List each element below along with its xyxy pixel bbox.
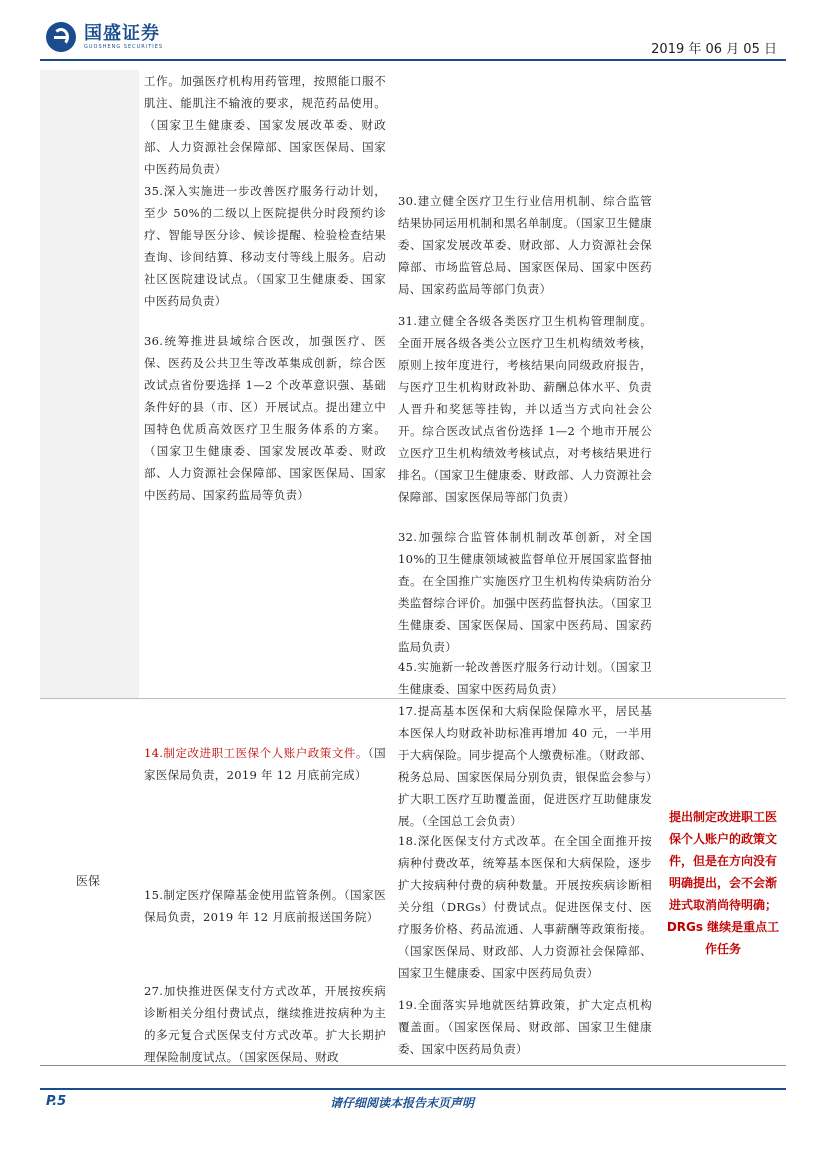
left-item-text: 27.加快推进医保支付方式改革，开展按疾病诊断相关分组付费试点，继续推进按病种为主的多元复合式医保支付方式改革。扩大长期护理保险制度试点。（国家医保局、财政	[144, 984, 386, 1064]
footer-disclaimer: 请仔细阅读本报告末页声明	[330, 1096, 475, 1110]
right-item-32	[398, 526, 652, 658]
left-item-text: 36.统筹推进县域综合医改，加强医疗、医保、医药及公共卫生等改革集成创新，综合医改试点省份要选择 1—2 个改革意识强、基础条件好的县（市、区）开展试点。提出建立中国特色优质高效医疗卫生服务体系的方案。（国家卫生健康委、国家发展改革委、财政部、人力资源社会保障部、国家医保局、国家中医药局、国家药监局等负责）	[144, 334, 386, 502]
guosheng-logo-icon	[46, 22, 76, 52]
left-item-text: 工作。加强医疗机构用药管理，按照能口服不肌注、能肌注不输液的要求，规范药品使用。（国家卫生健康委、国家发展改革委、财政部、人力资源社会保障部、国家医保局、国家中医药局负责）	[144, 74, 386, 176]
right-item-text: 17.提高基本医保和大病保险保障水平，居民基本医保人均财政补助标准再增加 40 元，一半用于大病保险。同步提高个人缴费标准。（财政部、税务总局、国家医保局分别负责，银保监会参与）扩大职工医疗互助覆盖面，促进医疗互助健康发展。（全国总工会负责）	[398, 704, 652, 828]
right-item-45	[398, 656, 652, 700]
brand-name: 国盛证券	[84, 23, 160, 44]
left-item-15	[144, 884, 386, 928]
right-item-text: 30.建立健全医疗卫生行业信用机制、综合监管结果协同运用机制和黑名单制度。（国家卫生健康委、国家发展改革委、财政部、人力资源社会保障部、市场监管总局、国家医保局、国家中医药局、国家药监局等部门负责）	[398, 194, 652, 296]
right-item-text: 31.建立健全各级各类医疗卫生机构管理制度。全面开展各级各类公立医疗卫生机构绩效考核，原则上按年度进行，考核结果向同级政府报告，与医疗卫生机构财政补助、薪酬总体水平、负责人晋升和奖惩等挂钩，并以适当方式向社会公开。综合医改试点省份选择 1—2 个地市开展公立医疗卫生机构绩效考核试点，对考核结果进行排名。（国家卫生健康委、财政部、人力资源社会保障部、国家医保局等部门负责）	[398, 314, 652, 504]
right-item-text: 19.全面落实异地就医结算政策，扩大定点机构覆盖面。（国家医保局、财政部、国家卫生健康委、国家中医药局负责）	[398, 998, 652, 1056]
right-item-17	[398, 700, 652, 832]
right-item-text: 18.深化医保支付方式改革。在全国全面推开按病种付费改革，统筹基本医保和大病保险，逐步扩大按病种付费的病种数量。开展按疾病诊断相关分组（DRGs）付费试点。促进医保支付、医疗服务价格、药品流通、人事薪酬等政策衔接。（国家医保局、财政部、人力资源社会保障部、国家卫生健康委、国家中医药局负责）	[398, 834, 652, 980]
report-date: 2019 年 06 月 05 日	[651, 42, 777, 57]
left-item-text: 15.制定医疗保障基金使用监管条例。（国家医保局负责，2019 年 12 月底前报送国务院）	[144, 888, 386, 924]
analyst-note: 提出制定改进职工医保个人账户的政策文件，但是在方向没有明确提出，会不会渐进式取消尚待明确；DRGs 继续是重点工作任务	[666, 810, 780, 956]
footer-divider	[40, 1088, 786, 1090]
left-item-36	[144, 330, 386, 506]
right-item-31	[398, 310, 652, 508]
left-item-27	[144, 980, 386, 1068]
left-item-14	[144, 742, 386, 786]
right-item-text: 32.加强综合监管体制机制改革创新，对全国 10%的卫生健康领域被监督单位开展国家监督抽查。在全国推广实施医疗卫生机构传染病防治分类监督综合评价。加强中医药监督执法。（国家卫生健康委、国家医保局、国家中医药局、国家药监局负责）	[398, 530, 652, 654]
item-14-highlight: 14.制定改进职工医保个人账户政策文件。	[144, 746, 368, 760]
item-14-rest: （国家医保局负责，2019 年 12 月底前完成）	[144, 746, 386, 782]
right-item-19	[398, 994, 652, 1060]
category-label: 医保	[76, 874, 101, 888]
right-item-30	[398, 190, 652, 300]
left-item-text: 35.深入实施进一步改善医疗服务行动计划，至少 50%的二级以上医院提供分时段预约诊疗、智能导医分诊、候诊提醒、检验检查结果查询、诊间结算、移动支付等线上服务。启动社区医院建设试点。（国家卫生健康委、国家中医药局负责）	[144, 184, 386, 308]
category-column-shade	[40, 70, 139, 698]
right-item-18	[398, 830, 652, 984]
left-item-continued	[144, 70, 386, 180]
page-header	[0, 0, 827, 64]
brand-logo	[46, 22, 163, 52]
right-item-text: 45.实施新一轮改善医疗服务行动计划。（国家卫生健康委、国家中医药局负责）	[398, 660, 652, 696]
page-number: P.5	[46, 1094, 67, 1109]
table-bottom-line	[40, 1065, 786, 1066]
brand-name-en: GUOSHENG SECURITIES	[84, 44, 164, 50]
header-divider	[40, 59, 786, 61]
left-item-35	[144, 180, 386, 312]
